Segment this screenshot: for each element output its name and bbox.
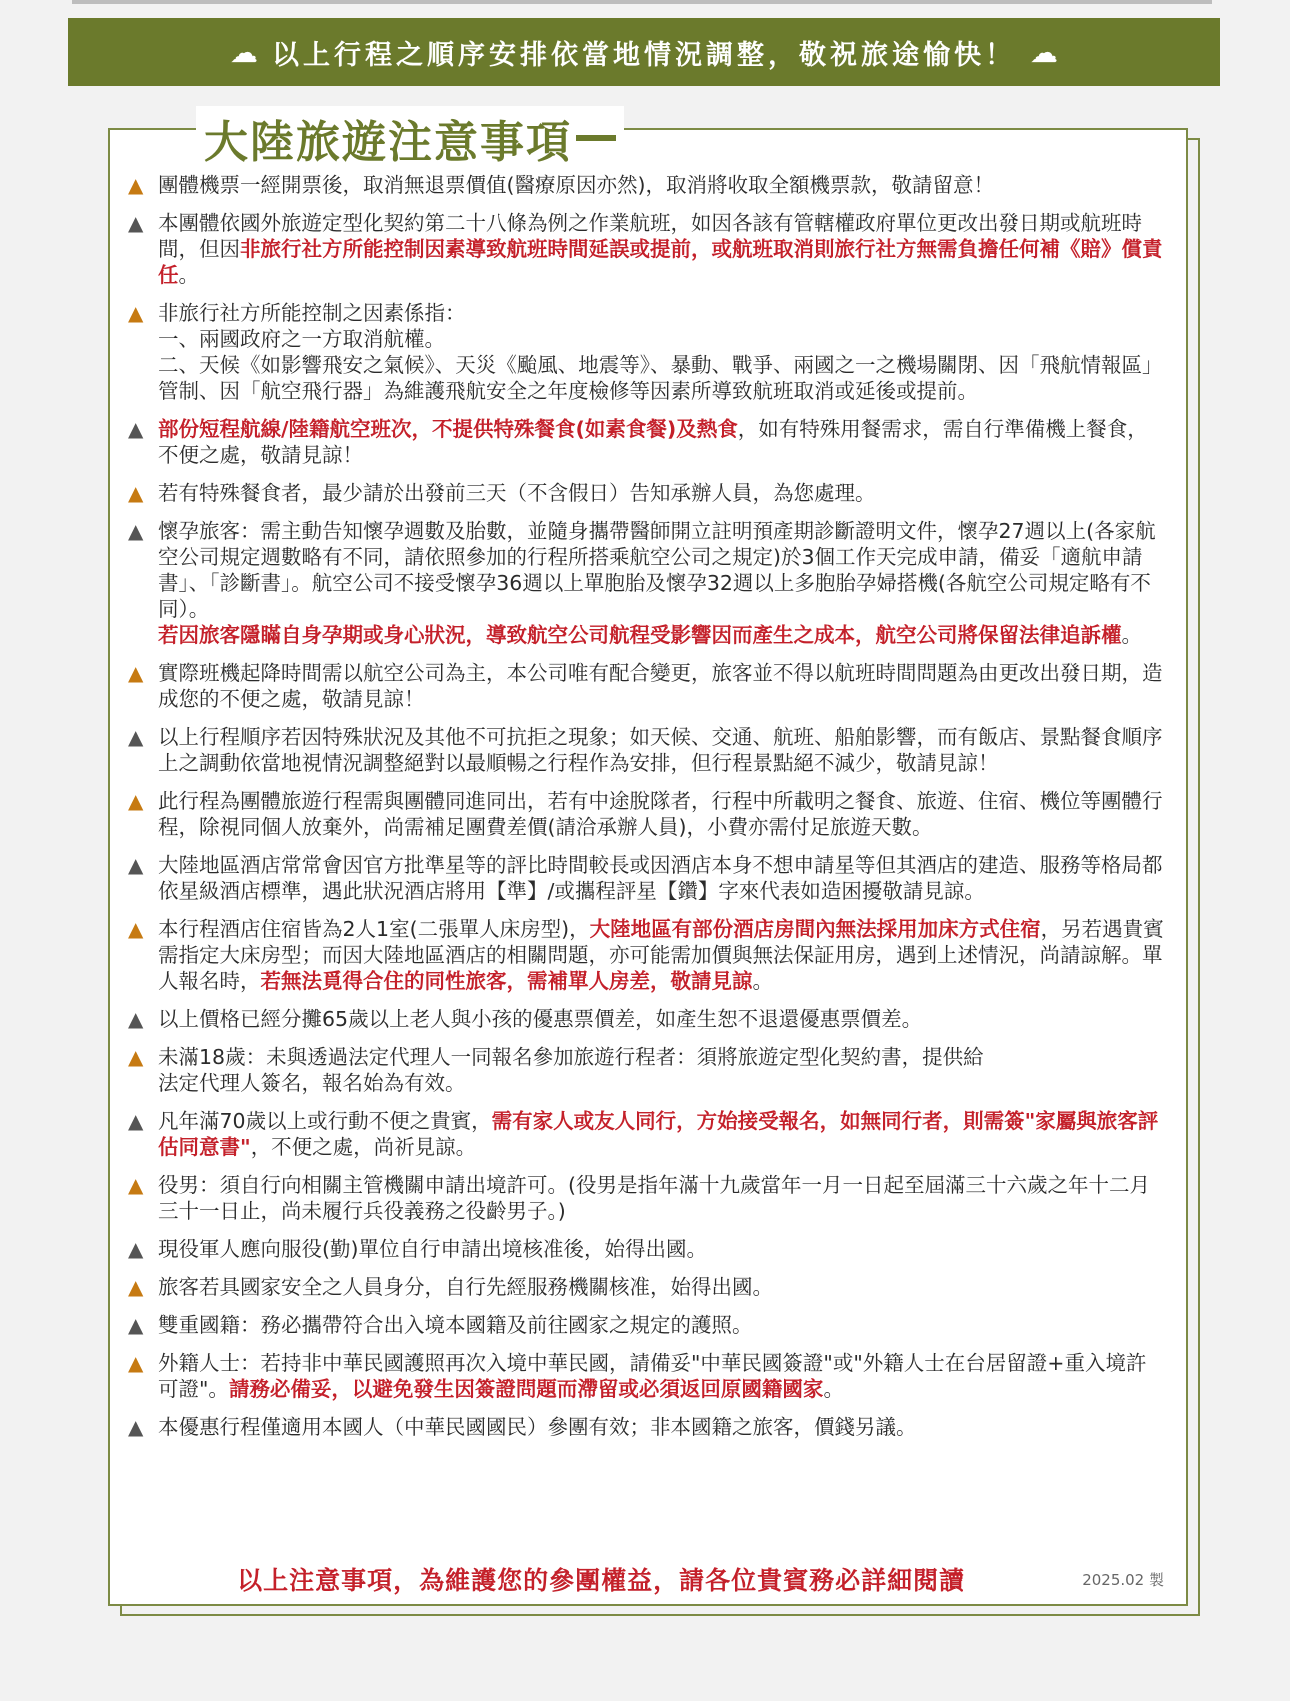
notice-item [128,1006,1164,1032]
notice-text [158,1108,1164,1160]
warning-triangle-icon: ▲ [128,481,144,505]
footer-date: 2025.02 製 [1082,1570,1164,1589]
warning-triangle-icon: ▲ [128,301,144,325]
body-text: 。 [178,263,199,287]
warning-triangle-icon: ▲ [128,211,144,235]
notice-item [128,210,1164,288]
notice-text [158,1236,1164,1262]
notice-text [158,724,1164,776]
warning-triangle-icon: ▲ [128,1351,144,1375]
emphasis-text: 部份短程航線/陸籍航空班次，不提供特殊餐食(如素食餐)及熱食 [158,417,738,441]
notice-item [128,1350,1164,1402]
body-text: ，不便之處，尚祈見諒。 [250,1135,477,1159]
emphasis-text: 非旅行社方所能控制因素導致航班時間延誤或提前，或航班取消則旅行社方無需負擔任何補《賠》償責任 [158,237,1163,287]
notice-item [128,1044,1164,1096]
warning-triangle-icon: ▲ [128,1007,144,1031]
body-text: 非旅行社方所能控制之因素係指： 一、兩國政府之一方取消航權。 二、天候《如影響飛安之氣候》、天災《颱風、地震等》、暴動、戰爭、兩國之一之機場關閉、因「飛航情報區」管制、因「航空飛行器」為維護飛航安全之年度檢修等因素所導致航班取消或延後或提前。 [158,301,1163,403]
notice-item [128,852,1164,904]
body-text: 。 [1121,623,1142,647]
banner [68,18,1220,86]
notice-item [128,172,1164,198]
notice-text [158,916,1164,994]
body-text: 。 [823,1377,844,1401]
warning-triangle-icon: ▲ [128,917,144,941]
body-text: ，另若遇貴賓需指定大床房型；而因大陸地區酒店的相關問題，亦可能需加價與無法保証用房，遇到上述情況，尚請諒解。單人報名時， [158,917,1164,993]
notice-text [158,1350,1164,1402]
body-text: 現役軍人應向服役(勤)單位自行申請出境核准後，始得出國。 [158,1237,707,1261]
notice-text [158,1172,1164,1224]
notice-item [128,724,1164,776]
warning-triangle-icon: ▲ [128,1173,144,1197]
body-text: 本行程酒店住宿皆為2人1室(二張單人床房型)， [158,917,590,941]
notice-list [128,172,1164,1452]
warning-triangle-icon: ▲ [128,725,144,749]
body-text: 此行程為團體旅遊行程需與團體同進同出，若有中途脫隊者，行程中所載明之餐食、旅遊、住宿、機位等團體行程，除視同個人放棄外，尚需補足團費差價(請洽承辦人員)，小費亦需付足旅遊天數。 [158,789,1163,839]
notice-item [128,480,1164,506]
notice-text [158,1312,1164,1338]
notice-text [158,518,1164,648]
notice-text [158,416,1164,468]
notice-text [158,660,1164,712]
body-text: 役男：須自行向相關主管機關申請出境許可。(役男是指年滿十九歲當年一月一日起至屆滿三十六歲之年十二月三十一日止，尚未履行兵役義務之役齡男子。) [158,1173,1150,1223]
footer [128,1561,1164,1597]
footer-note: 以上注意事項，為維護您的參團權益，請各位貴賓務必詳細閱讀 [237,1566,966,1595]
notice-item [128,916,1164,994]
body-text: 。 [752,969,773,993]
emphasis-text: 請務必備妥，以避免發生因簽證問題而滯留或必須返回原國籍國家 [228,1377,824,1401]
body-text: 以上價格已經分攤65歲以上老人與小孩的優惠票價差，如產生恕不退還優惠票價差。 [158,1007,923,1031]
notice-text [158,852,1164,904]
notice-item [128,518,1164,648]
body-text: 本優惠行程僅適用本國人（中華民國國民）參團有效；非本國籍之旅客，價錢另議。 [158,1415,917,1439]
body-text: ，如有特殊用餐需求，需自行準備機上餐食，不便之處，敬請見諒！ [158,417,1148,467]
body-text: 團體機票一經開票後，取消無退票價值(醫療原因亦然)，取消將收取全額機票款，敬請留意！ [158,173,994,197]
title-dash [576,135,616,141]
notice-item [128,1312,1164,1338]
notice-text [158,1044,1164,1096]
body-text: 懷孕旅客：需主動告知懷孕週數及胎數，並隨身攜帶醫師開立註明預產期診斷證明文件，懷孕27週以上(各家航空公司規定週數略有不同，請依照參加的行程所搭乘航空公司之規定)於3個工作天完成申請，備妥「適航申請書」、「診斷書」。航空公司不接受懷孕36週以上單胞胎及懷孕32週以上多胞胎孕婦搭機(各航空公司規定略有不同）。 [158,519,1156,621]
notice-item [128,660,1164,712]
warning-triangle-icon: ▲ [128,1313,144,1337]
cloud-ornament-icon: ☁ [230,35,258,69]
warning-triangle-icon: ▲ [128,1415,144,1439]
cloud-ornament-icon: ☁ [1030,35,1058,69]
emphasis-text: 若無法覓得合住的同性旅客，需補單人房差，敬請見諒 [260,969,753,993]
body-text: 雙重國籍：務必攜帶符合出入境本國籍及前往國家之規定的護照。 [158,1313,753,1337]
notice-text [158,1274,1164,1300]
notice-text [158,210,1164,288]
notice-item [128,1274,1164,1300]
warning-triangle-icon: ▲ [128,1275,144,1299]
body-text: 外籍人士：若持非中華民國護照再次入境中華民國，請備妥"中華民國簽證"或"外籍人士在台居留證+重入境許可證"。 [158,1351,1147,1401]
warning-triangle-icon: ▲ [128,1109,144,1133]
notice-text [158,172,1164,198]
notice-item [128,1172,1164,1224]
body-text: 未滿18歲：未與透過法定代理人一同報名參加旅遊行程者：須將旅遊定型化契約書，提供給 法定代理人簽名，報名始為有效。 [158,1045,984,1095]
banner-text: 以上行程之順序安排依當地情況調整，敬祝旅途愉快！ [272,39,1016,71]
warning-triangle-icon: ▲ [128,789,144,813]
emphasis-text: 需有家人或友人同行，方始接受報名，如無同行者，則需簽"家屬與旅客評估同意書" [158,1109,1159,1159]
notice-text [158,300,1164,404]
notice-item [128,1236,1164,1262]
body-text: 以上行程順序若因特殊狀況及其他不可抗拒之現象；如天候、交通、航班、船舶影響，而有飯店、景點餐食順序上之調動依當地視情況調整絕對以最順暢之行程作為安排，但行程景點絕不減少，敬請見諒！ [158,725,1163,775]
body-text: 旅客若具國家安全之人員身分，自行先經服務機關核准，始得出國。 [158,1275,773,1299]
body-text: 本團體依國外旅遊定型化契約第二十八條為例之作業航班，如因各該有管轄權政府單位更改出發日期或航班時間，但因 [158,211,1142,261]
warning-triangle-icon: ▲ [128,173,144,197]
notice-item [128,300,1164,404]
warning-triangle-icon: ▲ [128,417,144,441]
warning-triangle-icon: ▲ [128,519,144,543]
body-text: 實際班機起降時間需以航空公司為主，本公司唯有配合變更，旅客並不得以航班時間問題為由更改出發日期，造成您的不便之處，敬請見諒！ [158,661,1163,711]
notice-item [128,1108,1164,1160]
emphasis-text: 大陸地區有部份酒店房間內無法採用加床方式住宿 [589,917,1041,941]
page-title: 大陸旅遊注意事項 [204,117,572,168]
warning-triangle-icon: ▲ [128,1237,144,1261]
body-text: 若有特殊餐食者，最少請於出發前三天（不含假日）告知承辦人員，為您處理。 [158,481,876,505]
notice-text [158,788,1164,840]
warning-triangle-icon: ▲ [128,661,144,685]
body-text: 大陸地區酒店常常會因官方批準星等的評比時間較長或因酒店本身不想申請星等但其酒店的建造、服務等格局都依星級酒店標準，遇此狀況酒店將用【準】/或攜程評星【鑽】字來代表如造困擾敬請見諒。 [158,853,1163,903]
notice-text [158,1006,1164,1032]
body-text: 凡年滿70歲以上或行動不便之貴賓， [158,1109,492,1133]
warning-triangle-icon: ▲ [128,853,144,877]
title-block [196,106,624,170]
notice-item [128,788,1164,840]
top-divider [72,0,1212,4]
notice-item [128,1414,1164,1440]
notice-item [128,416,1164,468]
notice-text [158,1414,1164,1440]
emphasis-text: 若因旅客隱瞞自身孕期或身心狀況，導致航空公司航程受影響因而產生之成本，航空公司將保留法律追訴權 [158,623,1122,647]
notice-text [158,480,1164,506]
warning-triangle-icon: ▲ [128,1045,144,1069]
